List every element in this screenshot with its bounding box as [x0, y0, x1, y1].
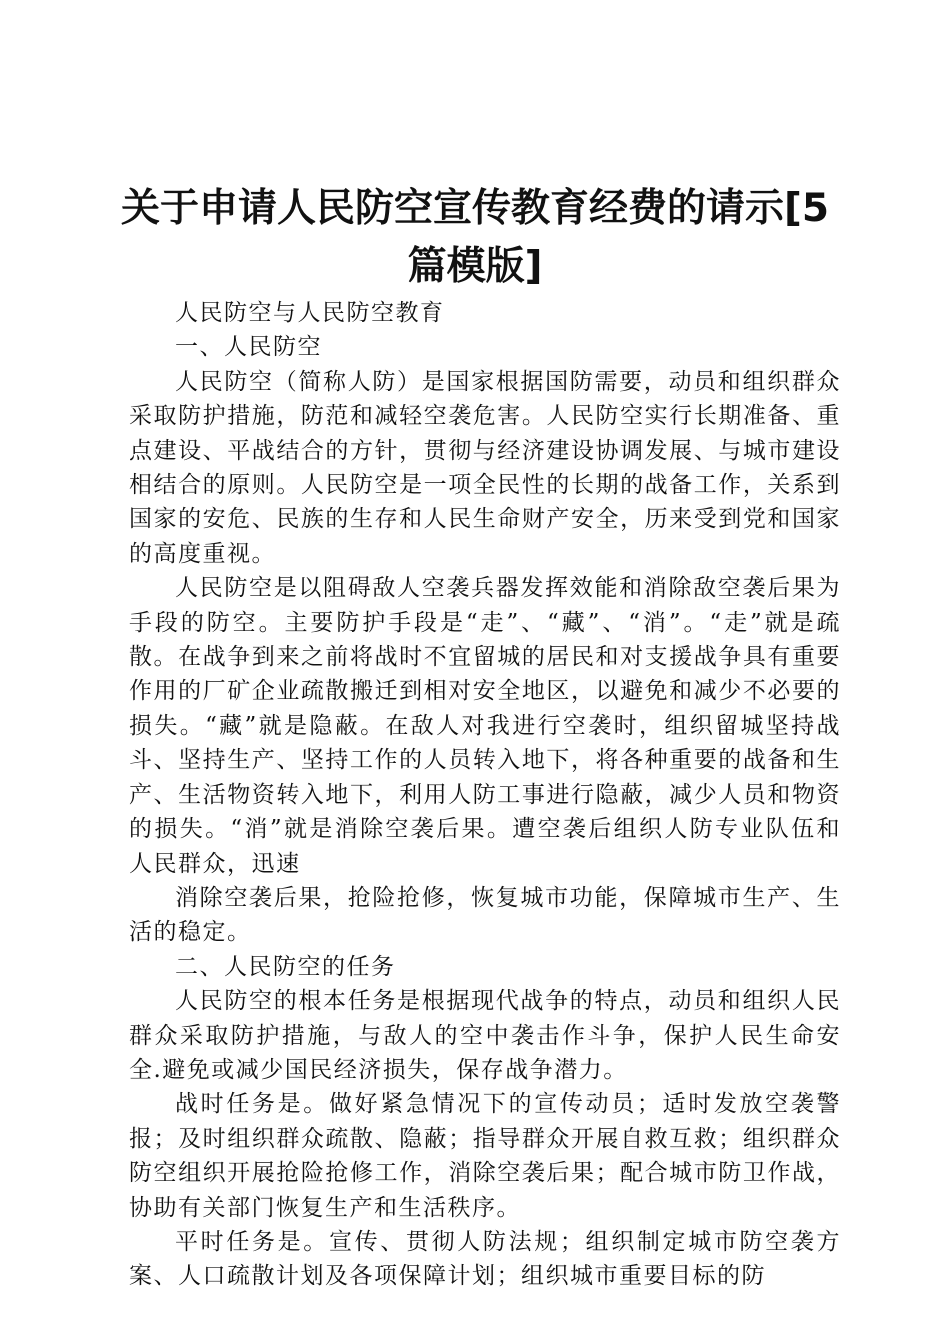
document-title: 关于申请人民防空宣传教育经费的请示[5篇模版]	[121, 186, 829, 289]
paragraph: 平时任务是。宣传、贯彻人防法规；组织制定城市防空袭方案、人口疏散计划及各项保障计划；组织城市重要目标的防	[129, 1228, 841, 1290]
paragraph: 人民防空（简称人防）是国家根据国防需要，动员和组织群众采取防护措施，防范和减轻空袭危害。人民防空实行长期准备、重点建设、平战结合的方针，贯彻与经济建设协调发展、与城市建设相结合的原则。人民防空是一项全民性的长期的战备工作，关系到国家的安危、民族的生存和人民生命财产安全，历来受到党和国家的高度重视。	[129, 368, 841, 567]
paragraph: 人民防空是以阻碍敌人空袭兵器发挥效能和消除敌空袭后果为手段的防空。主要防护手段是“走”、“藏”、“消”。“走”就是疏散。在战争到来之前将战时不宜留城的居民和对支援战争具有重要作用的厂矿企业疏散搬迁到相对安全地区，以避免和减少不必要的损失。“藏”就是隐蔽。在敌人对我进行空袭时，组织留城坚持战斗、坚持生产、坚持工作的人员转入地下，将各种重要的战备和生产、生活物资转入地下，利用人防工事进行隐蔽，减少人员和物资的损失。“消”就是消除空袭后果。遭空袭后组织人防专业队伍和人民群众，迅速	[129, 575, 841, 877]
paragraph: 人民防空的根本任务是根据现代战争的特点，动员和组织人民群众采取防护措施，与敌人的空中袭击作斗争，保护人民生命安全.避免或减少国民经济损失，保存战争潜力。	[129, 988, 841, 1083]
section-heading-1: 一、人民防空	[175, 334, 322, 361]
paragraph: 战时任务是。做好紧急情况下的宣传动员；适时发放空袭警报；及时组织群众疏散、隐蔽；指导群众开展自救互救；组织群众防空组织开展抢险抢修工作，消除空袭后果；配合城市防卫作战，协助有关部门恢复生产和生活秩序。	[129, 1091, 841, 1221]
section-heading-2: 二、人民防空的任务	[175, 953, 396, 980]
document-body	[129, 296, 841, 1294]
paragraph-heading-intro: 人民防空与人民防空教育	[175, 300, 445, 326]
paragraph: 消除空袭后果，抢险抢修，恢复城市功能，保障城市生产、生活的稳定。	[129, 884, 841, 946]
